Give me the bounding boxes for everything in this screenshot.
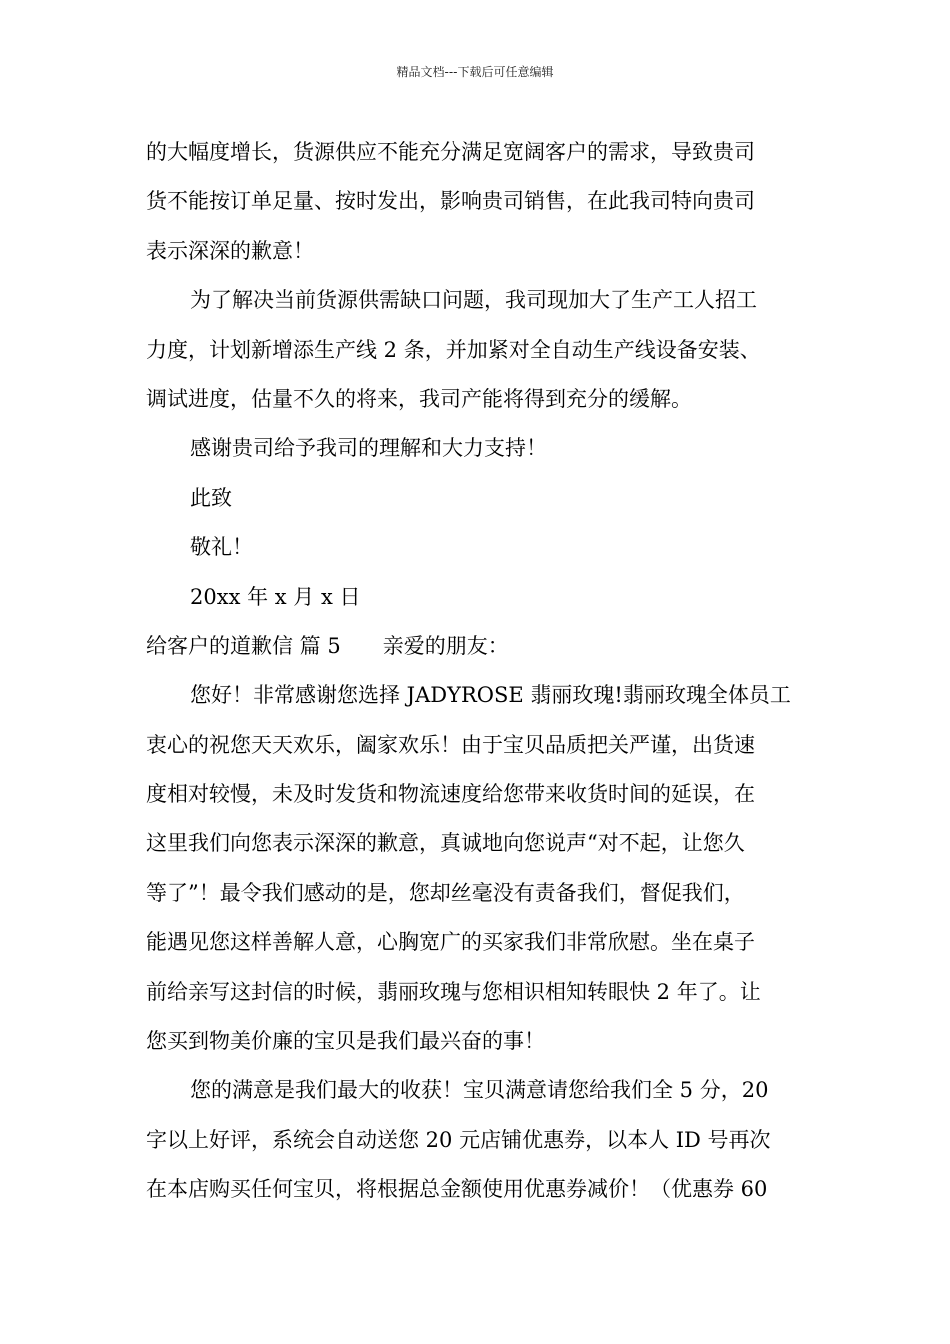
body-line: 衷心的祝您天天欢乐，阖家欢乐！由于宝贝品质把关严谨，出货速	[146, 732, 755, 757]
greeting: 亲爱的朋友：	[382, 633, 509, 658]
paragraph-line: 为了解决当前货源供需缺口问题，我司现加大了生产工人招工	[190, 288, 757, 313]
date-line: 20xx 年 x 月 x 日	[190, 584, 361, 609]
section-heading-line	[146, 624, 806, 673]
body-line: 字以上好评，系统会自动送您 20 元店铺优惠券，以本人 ID 号再次	[146, 1127, 771, 1152]
body-line: 能遇见您这样善解人意，心胸宽广的买家我们非常欣慰。坐在桌子	[146, 930, 755, 955]
body-line: 这里我们向您表示深深的歉意，真诚地向您说声“对不起，让您久	[146, 831, 745, 856]
body-line: 表示深深的歉意！	[146, 238, 314, 263]
paragraph-line: 您好！非常感谢您选择 JADYROSE 翡丽玫瑰!翡丽玫瑰全体员工	[190, 683, 791, 708]
thanks-line: 感谢贵司给予我司的理解和大力支持！	[190, 436, 547, 461]
body-line: 在本店购买任何宝贝，将根据总金额使用优惠券减价！（优惠券 60	[146, 1177, 768, 1202]
body-line: 前给亲写这封信的时候，翡丽玫瑰与您相识相知转眼快 2 年了。让	[146, 979, 761, 1004]
paragraph-line: 您的满意是我们最大的收获！宝贝满意请您给我们全 5 分，20	[190, 1078, 769, 1103]
body-line: 货不能按订单足量、按时发出，影响贵司销售，在此我司特向贵司	[146, 189, 755, 214]
body-line: 度相对较慢，未及时发货和物流速度给您带来收货时间的延误，在	[146, 782, 755, 807]
body-line: 等了”！最令我们感动的是，您却丝毫没有责备我们，督促我们，	[146, 880, 745, 905]
body-line: 您买到物美价廉的宝贝是我们最兴奋的事！	[146, 1029, 545, 1054]
salutation-line: 敬礼！	[190, 535, 253, 560]
body-line: 调试进度，估量不久的将来，我司产能将得到充分的缓解。	[146, 386, 692, 411]
page-header: 精品文档---下载后可任意编辑	[396, 65, 554, 79]
body-line: 的大幅度增长，货源供应不能充分满足宽阔客户的需求，导致贵司	[146, 140, 755, 164]
section-title: 给客户的道歉信 篇 5	[146, 633, 341, 658]
document-body	[146, 130, 806, 1217]
body-line: 力度，计划新增添生产线 2 条，并加紧对全自动生产线设备安装、	[146, 337, 761, 362]
closing-line: 此致	[190, 485, 232, 510]
